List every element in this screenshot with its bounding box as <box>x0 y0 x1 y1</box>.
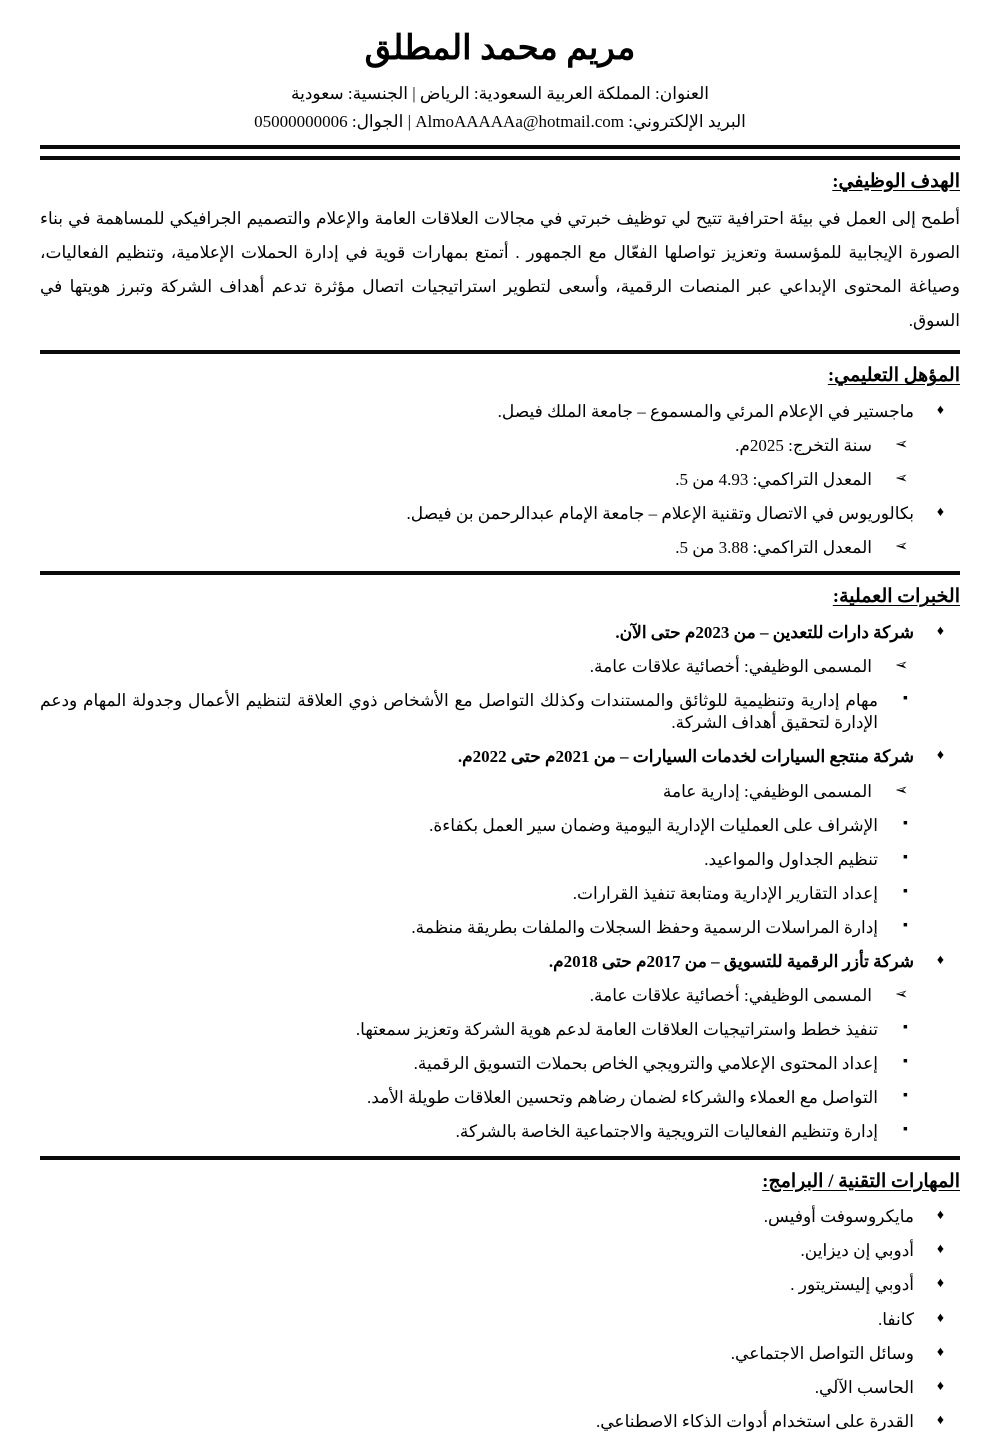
address-line: العنوان: المملكة العربية السعودية: الرياض | الجنسية: سعودية <box>291 83 709 103</box>
education-section <box>40 364 960 559</box>
job-task <box>40 1019 960 1041</box>
job-task <box>40 1053 960 1075</box>
skill-item <box>40 1274 960 1296</box>
objective-text: أطمح إلى العمل في بيئة احترافية تتيح لي توظيف خبرتي في مجالات العلاقات العامة والإعلام والتصميم الجرافيكي للمساهمة في بناء الصورة الإيجابية للمؤسسة وتعزيز تواصلها الفعّال مع الجمهور . أتمتع بمهارات قوية في إدارة الحملات الإعلامية، وتنظيم الفعاليات، وصياغة المحتوى الإبداعي عبر المنصات الرقمية، وأسعى لتطوير استراتيجيات اتصال مؤثرة تدعم أهداف الشركة وتبرز هويتها في السوق. <box>40 209 960 331</box>
job-title <box>40 985 960 1007</box>
education-heading: المؤهل التعليمي: <box>827 365 960 387</box>
square-bullet-icon: ▪ <box>903 1054 908 1070</box>
phone-value: 05000000006 <box>254 112 348 131</box>
arrow-bullet-icon: ➢ <box>894 435 908 453</box>
job-task <box>40 815 960 837</box>
experience-heading: الخبرات العملية: <box>832 586 960 608</box>
job-title-text: المسمى الوظيفي: أخصائية علاقات عامة. <box>589 657 872 677</box>
objective-section <box>40 170 960 339</box>
arrow-bullet-icon: ➢ <box>894 781 908 799</box>
education-detail <box>40 469 960 491</box>
job-company-text: شركة دارات للتعدين – من 2023م حتى الآن. <box>615 623 914 643</box>
job-title <box>40 781 960 803</box>
job-task <box>40 1087 960 1109</box>
arrow-bullet-icon: ➢ <box>894 538 908 556</box>
header-divider <box>40 145 960 160</box>
education-degree-text: ماجستير في الإعلام المرئي والمسموع – جامعة الملك فيصل. <box>497 401 914 421</box>
arrow-bullet-icon: ➢ <box>894 657 908 675</box>
diamond-bullet-icon: ♦ <box>936 952 944 968</box>
arrow-bullet-icon: ➢ <box>894 470 908 488</box>
skill-item <box>40 1411 960 1433</box>
diamond-bullet-icon: ♦ <box>936 1242 944 1258</box>
education-detail-text: سنة التخرج: 2025م. <box>735 435 872 455</box>
contact-separator: | <box>407 112 411 131</box>
education-detail <box>40 435 960 457</box>
job-title-text: المسمى الوظيفي: إدارية عامة <box>662 781 872 801</box>
education-detail-text: المعدل التراكمي: 3.88 من 5. <box>675 538 872 558</box>
diamond-bullet-icon: ♦ <box>936 1378 944 1394</box>
skill-item <box>40 1240 960 1262</box>
job-task <box>40 849 960 871</box>
square-bullet-icon: ▪ <box>903 1122 908 1138</box>
job-task <box>40 883 960 905</box>
experience-section <box>40 585 960 1143</box>
square-bullet-icon: ▪ <box>903 815 908 831</box>
resume-header <box>40 28 960 135</box>
job-task <box>40 1121 960 1143</box>
job-company <box>40 951 960 973</box>
skill-item <box>40 1377 960 1399</box>
diamond-bullet-icon: ♦ <box>936 1412 944 1428</box>
education-degree <box>40 401 960 423</box>
square-bullet-icon: ▪ <box>903 1088 908 1104</box>
job-company <box>40 746 960 768</box>
candidate-name: مريم محمد المطلق <box>364 30 636 67</box>
skill-text: الحاسب الآلي. <box>814 1377 914 1397</box>
job-company-text: شركة منتجع السيارات لخدمات السيارات – من 2021م حتى 2022م. <box>457 747 914 767</box>
section-divider <box>40 1156 960 1160</box>
square-bullet-icon: ▪ <box>903 883 908 899</box>
square-bullet-icon: ▪ <box>903 1020 908 1036</box>
arrow-bullet-icon: ➢ <box>894 986 908 1004</box>
diamond-bullet-icon: ♦ <box>936 1310 944 1326</box>
skills-heading: المهارات التقنية / البرامج: <box>762 1170 960 1192</box>
job-title <box>40 656 960 678</box>
skill-item <box>40 1206 960 1228</box>
skill-text: أدوبي إن ديزاين. <box>800 1241 914 1261</box>
skill-item <box>40 1309 960 1331</box>
skill-text: مايكروسوفت أوفيس. <box>763 1207 914 1227</box>
skill-item <box>40 1343 960 1365</box>
job-task-text: إدارة المراسلات الرسمية وحفظ السجلات والملفات بطريقة منظمة. <box>411 917 878 937</box>
job-task-text: التواصل مع العملاء والشركاء لضمان رضاهم وتحسين العلاقات طويلة الأمد. <box>367 1088 878 1108</box>
job-task-text: تنفيذ خطط واستراتيجيات العلاقات العامة لدعم هوية الشركة وتعزيز سمعتها. <box>355 1020 878 1040</box>
diamond-bullet-icon: ♦ <box>936 402 944 418</box>
diamond-bullet-icon: ♦ <box>936 1276 944 1292</box>
email-value: AlmoAAAAAa@hotmail.com <box>415 112 624 131</box>
job-company <box>40 622 960 644</box>
education-detail <box>40 537 960 559</box>
diamond-bullet-icon: ♦ <box>936 1344 944 1360</box>
section-divider <box>40 350 960 354</box>
objective-heading: الهدف الوظيفي: <box>832 170 960 192</box>
email-label: البريد الإلكتروني: <box>628 112 746 131</box>
diamond-bullet-icon: ♦ <box>936 505 944 521</box>
education-degree <box>40 503 960 525</box>
skill-text: أدوبي إليستريتور . <box>790 1275 914 1295</box>
education-degree-text: بكالوريوس في الاتصال وتقنية الإعلام – جامعة الإمام عبدالرحمن بن فيصل. <box>406 504 914 524</box>
skill-text: القدرة على استخدام أدوات الذكاء الاصطناعي. <box>596 1411 914 1431</box>
diamond-bullet-icon: ♦ <box>936 1208 944 1224</box>
section-divider <box>40 571 960 575</box>
job-task <box>40 917 960 939</box>
phone-label: الجوال: <box>351 112 404 131</box>
job-task-text: الإشراف على العمليات الإدارية اليومية وضمان سير العمل بكفاءة. <box>429 815 878 835</box>
square-bullet-icon: ▪ <box>903 849 908 865</box>
education-detail-text: المعدل التراكمي: 4.93 من 5. <box>675 470 872 490</box>
job-task <box>40 690 960 734</box>
job-company-text: شركة تأزر الرقمية للتسويق – من 2017م حتى 2018م. <box>548 951 914 971</box>
skills-section <box>40 1170 960 1433</box>
job-task-text: إعداد المحتوى الإعلامي والترويجي الخاص بحملات التسويق الرقمية. <box>413 1054 878 1074</box>
diamond-bullet-icon: ♦ <box>936 748 944 764</box>
contact-line <box>40 109 960 135</box>
square-bullet-icon: ▪ <box>903 917 908 933</box>
diamond-bullet-icon: ♦ <box>936 624 944 640</box>
square-bullet-icon: ▪ <box>903 691 908 707</box>
job-task-text: تنظيم الجداول والمواعيد. <box>704 849 878 869</box>
skill-text: كانفا. <box>877 1309 914 1329</box>
job-task-text: إعداد التقارير الإدارية ومتابعة تنفيذ القرارات. <box>572 883 878 903</box>
skill-text: وسائل التواصل الاجتماعي. <box>730 1343 914 1363</box>
job-title-text: المسمى الوظيفي: أخصائية علاقات عامة. <box>589 986 872 1006</box>
job-task-text: مهام إدارية وتنظيمية للوثائق والمستندات وكذلك التواصل مع الأشخاص ذوي العلاقة لتنظيم الأعمال وجدولة المهام ودعم الإدارة لتحقيق أهداف الشركة. <box>40 691 878 733</box>
job-task-text: إدارة وتنظيم الفعاليات الترويجية والاجتماعية الخاصة بالشركة. <box>455 1122 878 1142</box>
